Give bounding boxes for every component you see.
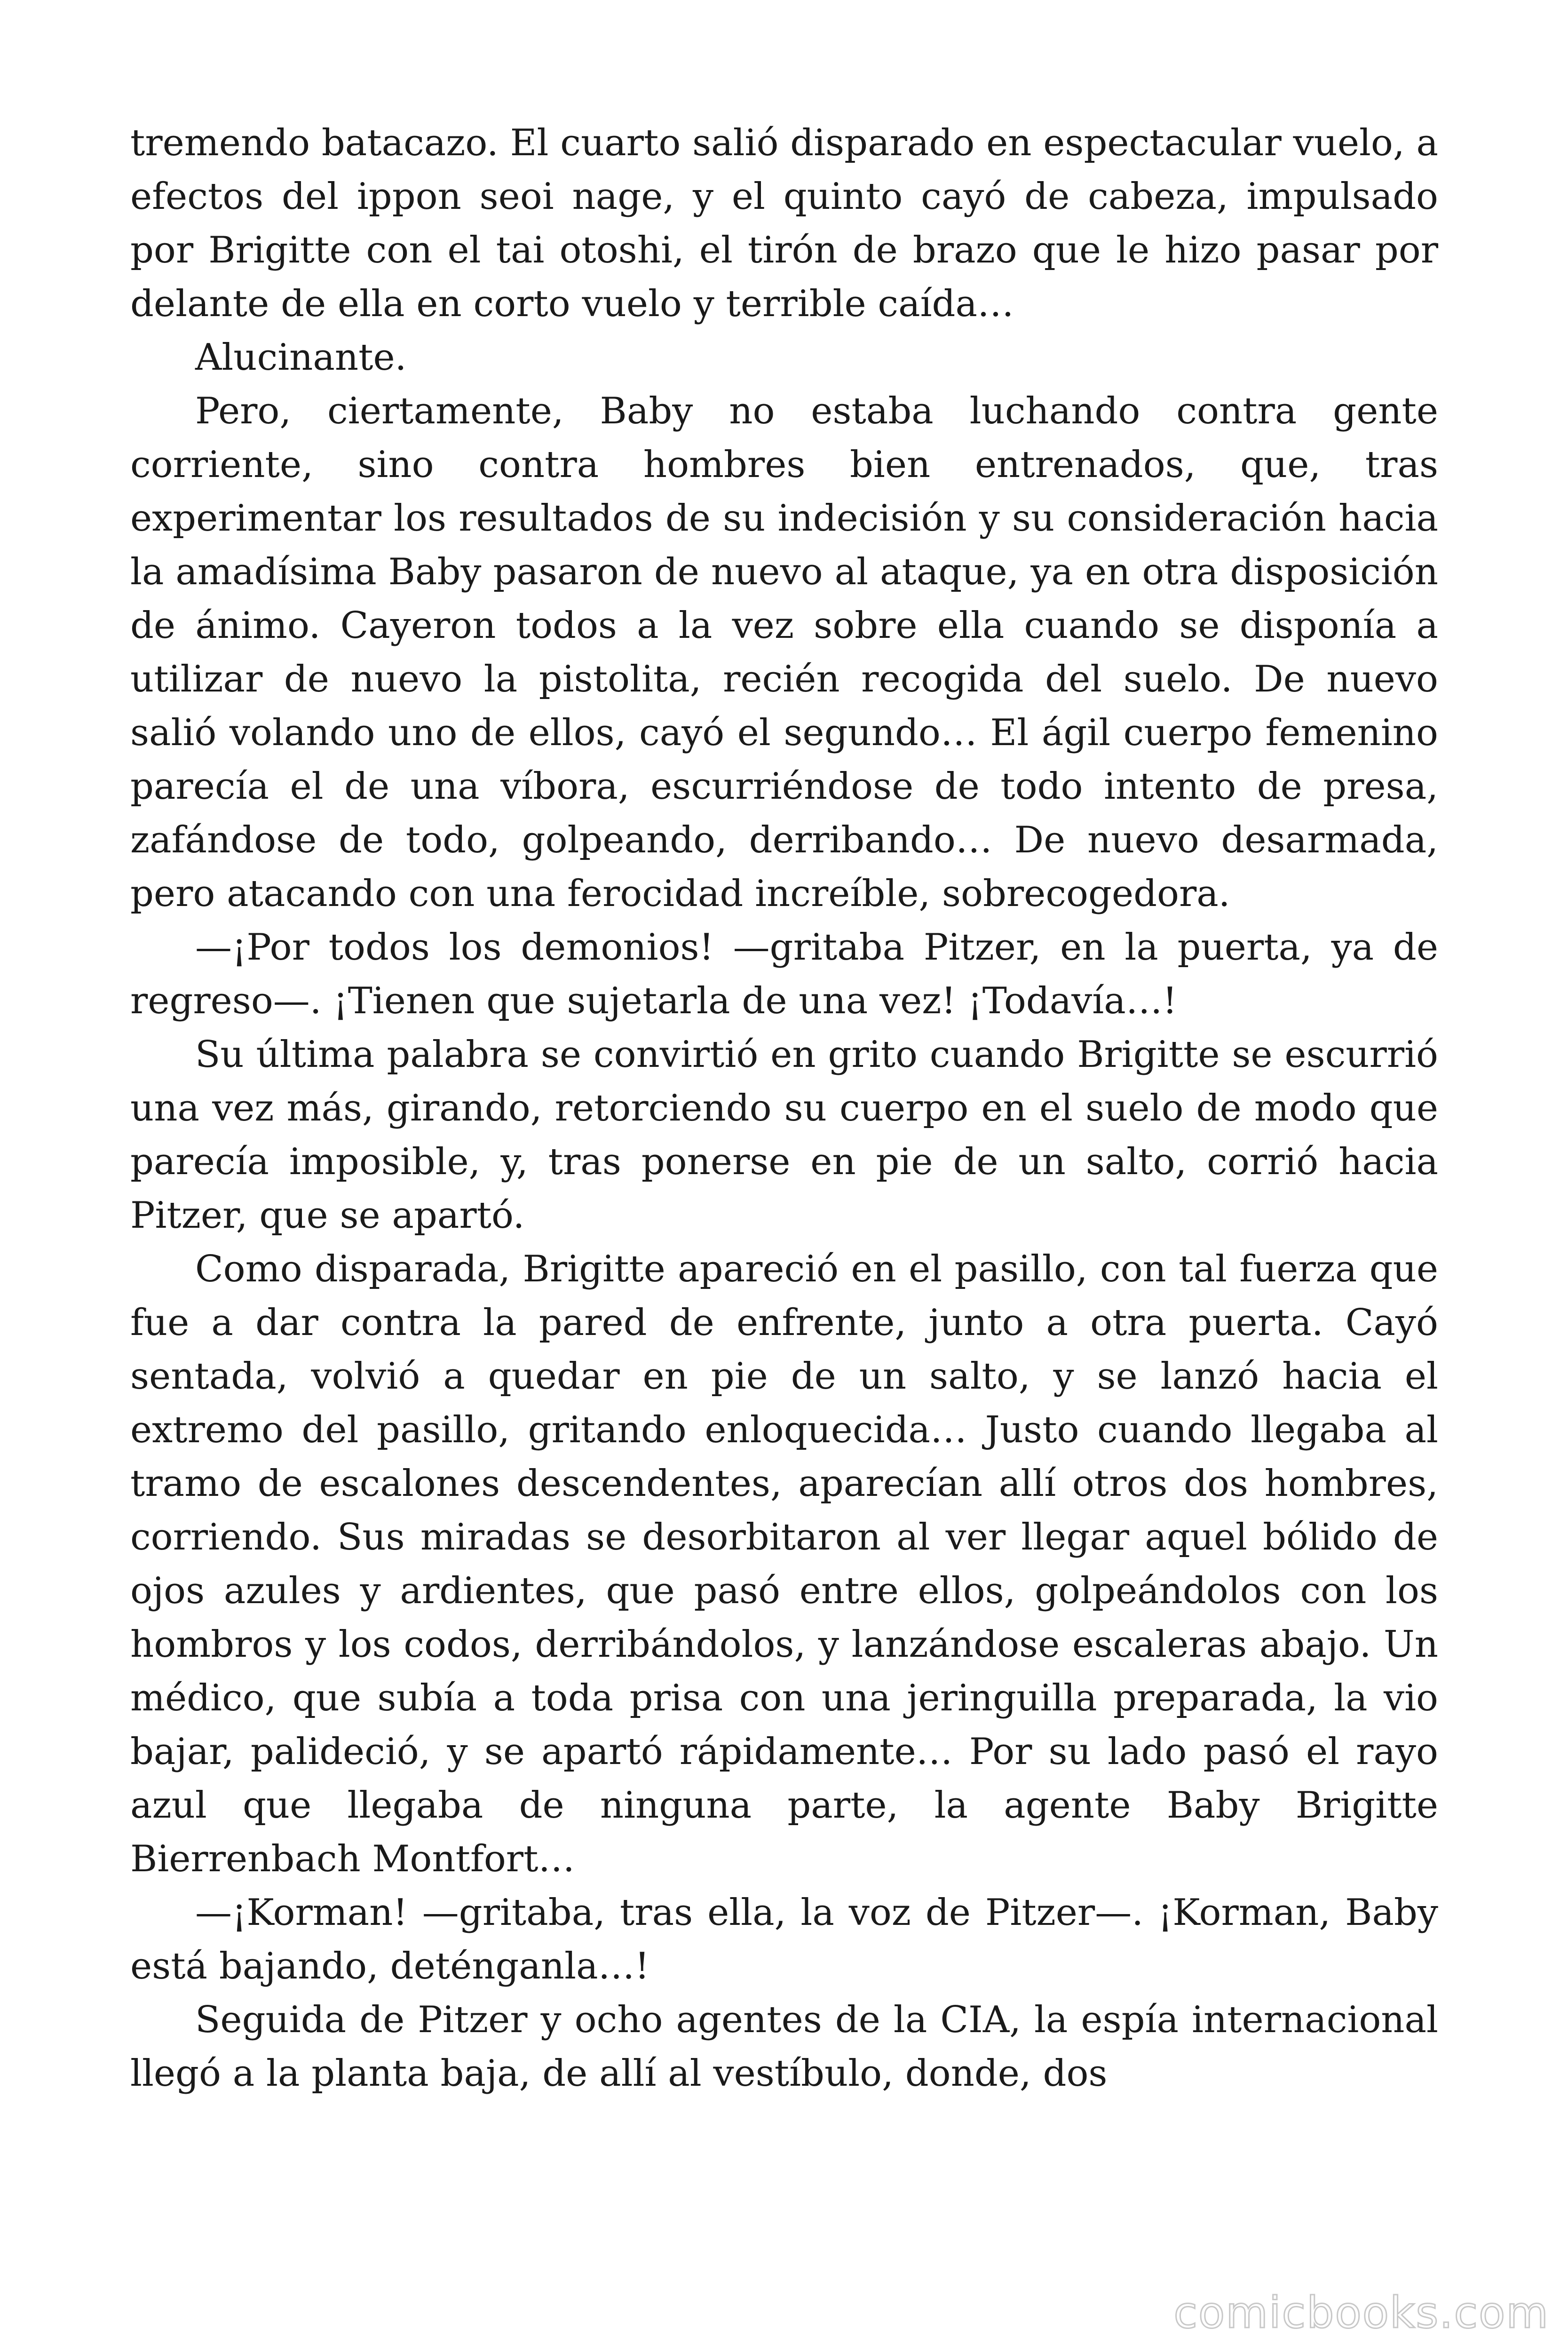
watermark: comicbooks.com — [1173, 2288, 1549, 2338]
paragraph-7: —¡Korman! —gritaba, tras ella, la voz de Pitzer—. ¡Korman, Baby está bajando, deténganla…! — [130, 1891, 1438, 1987]
paragraph-8: Seguida de Pitzer y ocho agentes de la CIA, la espía internacional llegó a la planta baja, de allí al vestíbulo, donde, dos — [130, 1999, 1438, 2095]
paragraph-3: Pero, ciertamente, Baby no estaba luchando contra gente corriente, sino contra hombres bien entrenados, que, tras experimentar los resultados de su indecisión y su consideración hacia la amadísima Baby pasaron de nuevo al ataque, ya en otra disposición de ánimo. Cayeron todos a la vez sobre ella cuando se disponía a utilizar de nuevo la pistolita, recién recogida del suelo. De nuevo salió volando uno de ellos, cayó el segundo… El ágil cuerpo femenino parecía el de una víbora, escurriéndose de todo intento de presa, zafándose de todo, golpeando, derribando… De nuevo desarmada, pero atacando con una ferocidad increíble, sobrecogedora. — [130, 390, 1438, 915]
paragraph-5: Su última palabra se convirtió en grito cuando Brigitte se escurrió una vez más, girando, retorciendo su cuerpo en el suelo de modo que parecía imposible, y, tras ponerse en pie de un salto, corrió hacia Pitzer, que se apartó. — [130, 1033, 1438, 1237]
paragraph-2: Alucinante. — [195, 336, 407, 379]
paragraph-4: —¡Por todos los demonios! —gritaba Pitzer, en la puerta, ya de regreso—. ¡Tienen que sujetarla de una vez! ¡Todavía…! — [130, 926, 1438, 1022]
page-body — [130, 116, 1438, 2100]
paragraph-1: tremendo batacazo. El cuarto salió disparado en espectacular vuelo, a efectos del ippon seoi nage, y el quinto cayó de cabeza, impulsado por Brigitte con el tai otoshi, el tirón de brazo que le hizo pasar por delante de ella en corto vuelo y terrible caída… — [130, 122, 1438, 325]
paragraph-6: Como disparada, Brigitte apareció en el pasillo, con tal fuerza que fue a dar contra la pared de enfrente, junto a otra puerta. Cayó sentada, volvió a quedar en pie de un salto, y se lanzó hacia el extremo del pasillo, gritando enloquecida… Justo cuando llegaba al tramo de escalones descendentes, aparecían allí otros dos hombres, corriendo. Sus miradas se desorbitaron al ver llegar aquel bólido de ojos azules y ardientes, que pasó entre ellos, golpeándolos con los hombros y los codos, derribándolos, y lanzándose escaleras abajo. Un médico, que subía a toda prisa con una jeringuilla preparada, la vio bajar, palideció, y se apartó rápidamente… Por su lado pasó el rayo azul que llegaba de ninguna parte, la agente Baby Brigitte Bierrenbach Montfort… — [130, 1248, 1438, 1880]
